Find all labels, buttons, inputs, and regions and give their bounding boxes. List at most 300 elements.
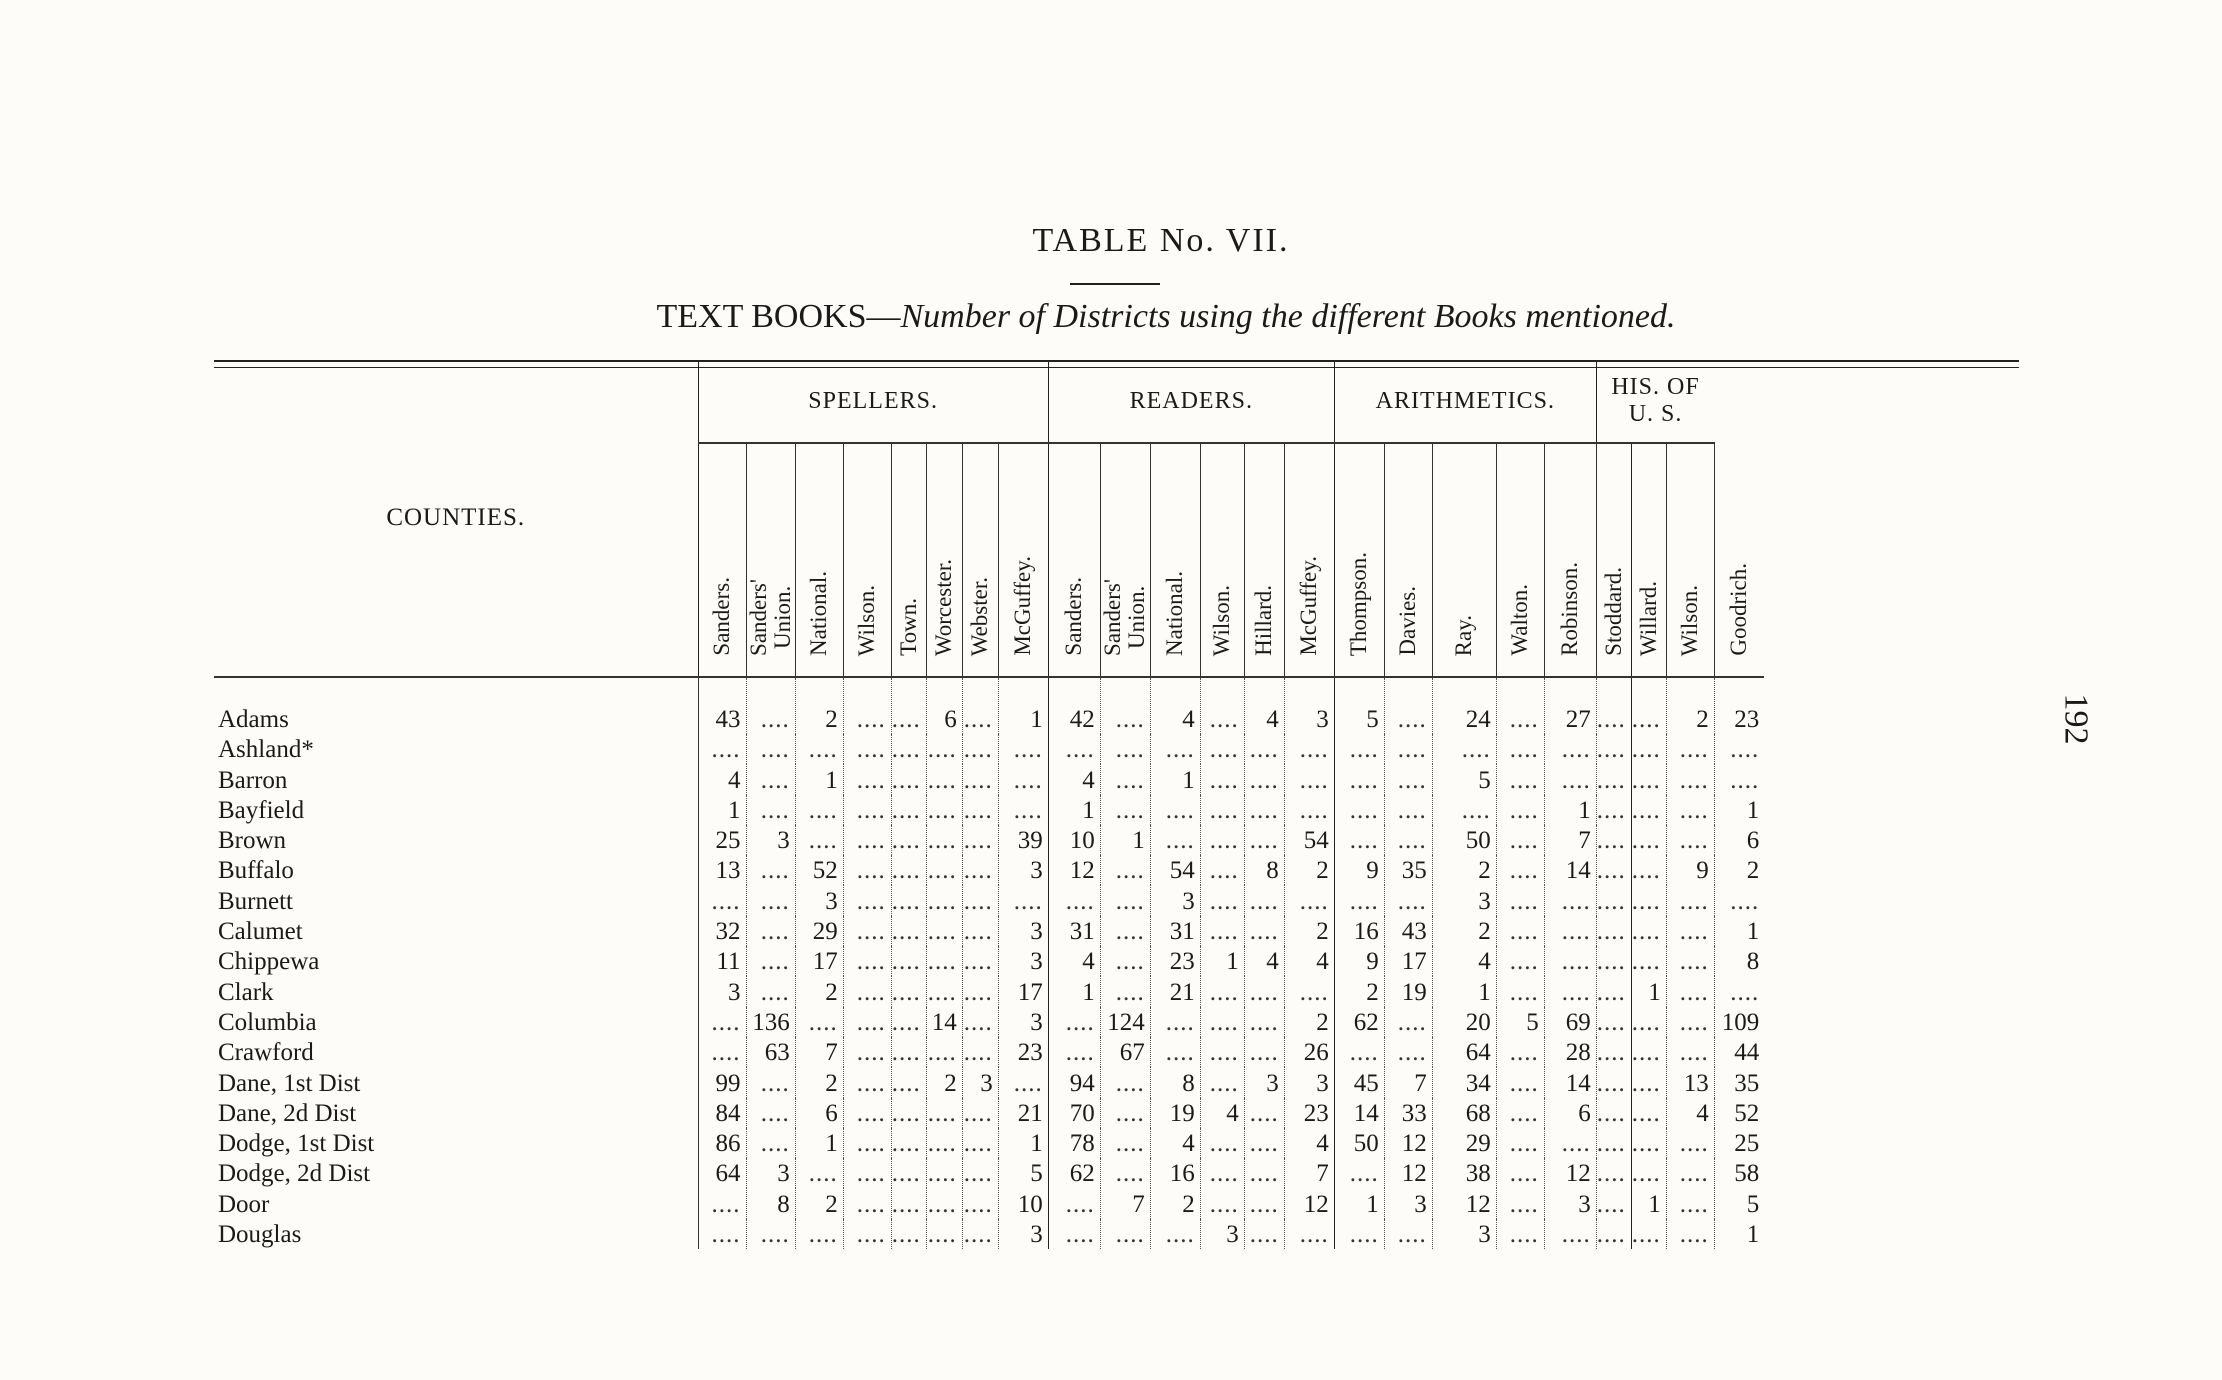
value-cell <box>1714 976 1764 1006</box>
value-cell <box>998 795 1048 825</box>
dot-leader: .... <box>963 827 993 855</box>
value-cell <box>998 1067 1048 1097</box>
value-cell <box>1596 855 1631 885</box>
value-cell <box>1631 1007 1666 1037</box>
value-cell <box>746 734 795 764</box>
column-header <box>1384 443 1432 677</box>
value-cell <box>962 825 998 855</box>
value-cell <box>1596 795 1631 825</box>
value-cell <box>1100 1158 1150 1188</box>
dot-leader: .... <box>808 827 838 855</box>
dot-leader: .... <box>1209 736 1239 764</box>
value-cell: 17 <box>1384 946 1432 976</box>
value-cell <box>1666 795 1714 825</box>
dot-leader: .... <box>927 1190 957 1218</box>
value-cell <box>1244 916 1284 946</box>
dot-leader: .... <box>1596 1190 1626 1218</box>
table-row <box>214 1098 1764 1128</box>
table-subtitle <box>0 298 2222 336</box>
dot-leader: .... <box>963 1190 993 1218</box>
value-cell <box>843 1098 891 1128</box>
value-cell <box>1100 764 1150 794</box>
group-header: HIS. OF U. S. <box>1596 360 1714 443</box>
value-cell <box>1200 795 1244 825</box>
value-cell: 1 <box>998 677 1048 734</box>
value-cell: 35 <box>1714 1067 1764 1097</box>
value-cell: 1 <box>1714 795 1764 825</box>
dot-leader: .... <box>1509 1221 1539 1249</box>
value-cell <box>1666 1219 1714 1249</box>
value-cell <box>1666 885 1714 915</box>
dot-leader: .... <box>891 827 921 855</box>
dot-leader: .... <box>1509 1069 1539 1097</box>
dot-leader: .... <box>1209 827 1239 855</box>
dot-leader: .... <box>927 736 957 764</box>
value-cell: 3 <box>1284 1067 1334 1097</box>
value-cell: 3 <box>998 1219 1048 1249</box>
value-cell: 26 <box>1284 1037 1334 1067</box>
dot-leader: .... <box>856 1039 886 1067</box>
dot-leader: .... <box>1165 736 1195 764</box>
value-cell <box>1384 885 1432 915</box>
value-cell <box>698 1007 746 1037</box>
dot-leader: .... <box>1249 1130 1279 1158</box>
dot-leader: .... <box>1249 918 1279 946</box>
dot-leader: .... <box>1561 736 1591 764</box>
value-cell: 62 <box>1048 1158 1100 1188</box>
value-cell: 3 <box>698 976 746 1006</box>
value-cell <box>1048 734 1100 764</box>
dot-leader: .... <box>808 1221 838 1249</box>
dot-leader: .... <box>891 1160 921 1188</box>
value-cell <box>1714 885 1764 915</box>
value-cell <box>1200 855 1244 885</box>
value-cell <box>891 795 926 825</box>
value-cell: 50 <box>1334 1128 1384 1158</box>
value-cell: 27 <box>1544 677 1596 734</box>
value-cell <box>1631 946 1666 976</box>
table-row <box>214 1037 1764 1067</box>
value-cell <box>1631 734 1666 764</box>
column-header <box>1048 443 1100 677</box>
value-cell: 78 <box>1048 1128 1100 1158</box>
dot-leader: .... <box>1509 736 1539 764</box>
value-cell <box>1496 1067 1544 1097</box>
value-cell <box>746 1128 795 1158</box>
value-cell <box>698 1037 746 1067</box>
column-header <box>1631 443 1666 677</box>
value-cell <box>1150 795 1200 825</box>
value-cell: 1 <box>1631 1188 1666 1218</box>
dot-leader: .... <box>856 1008 886 1036</box>
value-cell <box>1544 1219 1596 1249</box>
dot-leader: .... <box>1013 766 1043 794</box>
column-header <box>998 443 1048 677</box>
column-header-label: National. <box>806 571 832 656</box>
dot-leader: .... <box>1165 827 1195 855</box>
value-cell: 1 <box>1048 976 1100 1006</box>
value-cell <box>1544 1128 1596 1158</box>
dot-leader: .... <box>1209 766 1239 794</box>
value-cell <box>1244 1037 1284 1067</box>
dot-leader: .... <box>1509 766 1539 794</box>
value-cell: 3 <box>998 1007 1048 1037</box>
value-cell <box>1200 1067 1244 1097</box>
dot-leader: .... <box>1299 887 1329 915</box>
value-cell <box>1596 1219 1631 1249</box>
dot-leader: .... <box>760 948 790 976</box>
dot-leader: .... <box>1115 978 1145 1006</box>
dot-leader: .... <box>927 827 957 855</box>
value-cell <box>1244 1219 1284 1249</box>
dot-leader: .... <box>1679 1190 1709 1218</box>
dot-leader: .... <box>1509 1190 1539 1218</box>
dot-leader: .... <box>1509 918 1539 946</box>
value-cell: 1 <box>1714 916 1764 946</box>
value-cell <box>698 885 746 915</box>
dot-leader: .... <box>891 1190 921 1218</box>
value-cell <box>843 764 891 794</box>
value-cell: 1 <box>1544 795 1596 825</box>
dot-leader: .... <box>760 887 790 915</box>
dot-leader: .... <box>1561 1130 1591 1158</box>
dot-leader: .... <box>1631 1130 1661 1158</box>
table-body <box>214 677 1764 1249</box>
value-cell <box>1334 1219 1384 1249</box>
dot-leader: .... <box>1209 1008 1239 1036</box>
value-cell <box>1496 734 1544 764</box>
value-cell <box>1244 976 1284 1006</box>
value-cell <box>746 764 795 794</box>
column-header-label: Thompson. <box>1346 551 1372 656</box>
dot-leader: .... <box>1596 706 1626 733</box>
value-cell: 69 <box>1544 1007 1596 1037</box>
value-cell <box>1150 1219 1200 1249</box>
value-cell: 14 <box>1544 855 1596 885</box>
value-cell <box>795 734 843 764</box>
value-cell <box>1100 795 1150 825</box>
value-cell <box>746 677 795 734</box>
value-cell <box>1150 825 1200 855</box>
value-cell: 1 <box>1100 825 1150 855</box>
value-cell: 38 <box>1432 1158 1496 1188</box>
dot-leader: .... <box>1679 1130 1709 1158</box>
value-cell: 2 <box>1284 916 1334 946</box>
value-cell: 3 <box>1284 677 1334 734</box>
value-cell: 25 <box>1714 1128 1764 1158</box>
value-cell: 1 <box>1631 976 1666 1006</box>
dot-leader: .... <box>711 1190 741 1218</box>
value-cell <box>1496 976 1544 1006</box>
value-cell <box>962 1188 998 1218</box>
value-cell <box>1384 677 1432 734</box>
value-cell: 29 <box>1432 1128 1496 1158</box>
value-cell <box>962 1219 998 1249</box>
value-cell <box>1244 1098 1284 1128</box>
value-cell <box>843 1007 891 1037</box>
value-cell <box>843 976 891 1006</box>
value-cell <box>1714 734 1764 764</box>
value-cell <box>891 885 926 915</box>
value-cell: 3 <box>1432 1219 1496 1249</box>
dot-leader: .... <box>856 706 886 733</box>
value-cell <box>795 1219 843 1249</box>
dot-leader: .... <box>1596 736 1626 764</box>
value-cell <box>1432 734 1496 764</box>
value-cell: 4 <box>1666 1098 1714 1128</box>
value-cell: 58 <box>1714 1158 1764 1188</box>
value-cell <box>1284 1219 1334 1249</box>
dot-leader: .... <box>1730 978 1760 1006</box>
value-cell <box>926 1128 962 1158</box>
dot-leader: .... <box>1730 736 1760 764</box>
value-cell <box>1666 1188 1714 1218</box>
value-cell: 1 <box>1200 946 1244 976</box>
value-cell: 28 <box>1544 1037 1596 1067</box>
value-cell: 13 <box>698 855 746 885</box>
column-header <box>746 443 795 677</box>
value-cell <box>1631 1067 1666 1097</box>
table-row <box>214 976 1764 1006</box>
value-cell: 3 <box>998 855 1048 885</box>
column-header <box>962 443 998 677</box>
value-cell: 2 <box>926 1067 962 1097</box>
value-cell <box>1496 677 1544 734</box>
county-cell: Dodge, 1st Dist <box>214 1128 698 1158</box>
column-header-label: Sanders' Union. <box>1100 579 1150 656</box>
dot-leader: .... <box>1397 827 1427 855</box>
value-cell <box>1496 885 1544 915</box>
dot-leader: .... <box>1596 918 1626 946</box>
value-cell <box>962 855 998 885</box>
value-cell <box>1100 976 1150 1006</box>
value-cell <box>843 1067 891 1097</box>
value-cell: 2 <box>795 677 843 734</box>
value-cell <box>1100 1067 1150 1097</box>
value-cell: 5 <box>1714 1188 1764 1218</box>
dot-leader: .... <box>1397 736 1427 764</box>
value-cell <box>1150 1037 1200 1067</box>
value-cell <box>843 1219 891 1249</box>
dot-leader: .... <box>1249 1008 1279 1036</box>
value-cell <box>1244 734 1284 764</box>
dot-leader: .... <box>1596 827 1626 855</box>
dot-leader: .... <box>1631 1008 1661 1036</box>
value-cell <box>1631 916 1666 946</box>
value-cell <box>891 1067 926 1097</box>
dot-leader: .... <box>711 887 741 915</box>
dot-leader: .... <box>891 918 921 946</box>
value-cell <box>891 825 926 855</box>
dot-leader: .... <box>760 857 790 885</box>
dot-leader: .... <box>1561 766 1591 794</box>
value-cell <box>1596 1098 1631 1128</box>
dot-leader: .... <box>1209 706 1239 733</box>
value-cell: 8 <box>1714 946 1764 976</box>
value-cell <box>1048 1188 1100 1218</box>
dot-leader: .... <box>1209 1069 1239 1097</box>
value-cell: 1 <box>1150 764 1200 794</box>
dot-leader: .... <box>963 978 993 1006</box>
dot-leader: .... <box>1249 766 1279 794</box>
dot-leader: .... <box>856 857 886 885</box>
dot-leader: .... <box>1209 1130 1239 1158</box>
dot-leader: .... <box>1209 857 1239 885</box>
value-cell: 1 <box>1714 1219 1764 1249</box>
value-cell <box>891 855 926 885</box>
column-header <box>1150 443 1200 677</box>
value-cell: 23 <box>998 1037 1048 1067</box>
value-cell: 2 <box>1432 855 1496 885</box>
value-cell <box>891 734 926 764</box>
value-cell <box>1496 1219 1544 1249</box>
dot-leader: .... <box>1349 1160 1379 1188</box>
dot-leader: .... <box>1596 1069 1626 1097</box>
value-cell <box>962 764 998 794</box>
dot-leader: .... <box>1249 1099 1279 1127</box>
value-cell: 16 <box>1150 1158 1200 1188</box>
value-cell: 2 <box>1666 677 1714 734</box>
value-cell <box>926 1037 962 1067</box>
value-cell <box>1384 764 1432 794</box>
value-cell <box>1200 976 1244 1006</box>
dot-leader: .... <box>711 736 741 764</box>
value-cell <box>1666 916 1714 946</box>
dot-leader: .... <box>927 887 957 915</box>
county-cell: Buffalo <box>214 855 698 885</box>
value-cell <box>1284 976 1334 1006</box>
dot-leader: .... <box>963 948 993 976</box>
dot-leader: .... <box>856 827 886 855</box>
value-cell: 2 <box>1150 1188 1200 1218</box>
value-cell <box>1200 1188 1244 1218</box>
value-cell <box>1100 1098 1150 1128</box>
dot-leader: .... <box>963 857 993 885</box>
value-cell: 7 <box>795 1037 843 1067</box>
dot-leader: .... <box>1679 948 1709 976</box>
value-cell <box>1631 1037 1666 1067</box>
dot-leader: .... <box>1299 796 1329 824</box>
dot-leader: .... <box>1115 1069 1145 1097</box>
value-cell <box>962 677 998 734</box>
value-cell: 16 <box>1334 916 1384 946</box>
dot-leader: .... <box>856 1069 886 1097</box>
county-cell: Burnett <box>214 885 698 915</box>
value-cell: 43 <box>698 677 746 734</box>
value-cell: 23 <box>1714 677 1764 734</box>
dot-leader: .... <box>963 1221 993 1249</box>
value-cell: 2 <box>795 976 843 1006</box>
value-cell: 12 <box>1284 1188 1334 1218</box>
dot-leader: .... <box>1461 796 1491 824</box>
dot-leader: .... <box>856 1221 886 1249</box>
column-header-label: Sanders' Union. <box>745 579 795 656</box>
value-cell: 3 <box>998 946 1048 976</box>
value-cell: 4 <box>1150 677 1200 734</box>
value-cell <box>1596 1188 1631 1218</box>
value-cell <box>1244 825 1284 855</box>
dot-leader: .... <box>1596 796 1626 824</box>
column-header-label: Sanders. <box>1061 577 1087 656</box>
value-cell <box>891 946 926 976</box>
value-cell: 31 <box>1150 916 1200 946</box>
dot-leader: .... <box>963 1099 993 1127</box>
subtitle-italic: Number of Districts using the different Books mentioned. <box>900 298 1676 335</box>
value-cell <box>1384 1219 1432 1249</box>
value-cell <box>1666 1037 1714 1067</box>
page-number: 192 <box>2057 693 2095 745</box>
county-cell: Brown <box>214 825 698 855</box>
table-row <box>214 1128 1764 1158</box>
dot-leader: .... <box>1065 1039 1095 1067</box>
dot-leader: .... <box>1631 948 1661 976</box>
value-cell <box>891 1188 926 1218</box>
dot-leader: .... <box>891 1221 921 1249</box>
value-cell <box>1496 825 1544 855</box>
dot-leader: .... <box>1596 948 1626 976</box>
dot-leader: .... <box>927 857 957 885</box>
value-cell: 109 <box>1714 1007 1764 1037</box>
dot-leader: .... <box>963 918 993 946</box>
value-cell: 64 <box>698 1158 746 1188</box>
dot-leader: .... <box>1631 1221 1661 1249</box>
value-cell: 3 <box>1432 885 1496 915</box>
value-cell <box>1284 795 1334 825</box>
dot-leader: .... <box>963 706 993 733</box>
column-header <box>1496 443 1544 677</box>
column-header <box>843 443 891 677</box>
value-cell: 1 <box>1048 795 1100 825</box>
table-row <box>214 1067 1764 1097</box>
value-cell <box>843 1037 891 1067</box>
textbooks-table <box>214 360 1764 1249</box>
county-cell: Dane, 2d Dist <box>214 1098 698 1128</box>
value-cell <box>1200 825 1244 855</box>
dot-leader: .... <box>808 1008 838 1036</box>
dot-leader: .... <box>927 978 957 1006</box>
value-cell <box>962 1037 998 1067</box>
dot-leader: .... <box>760 766 790 794</box>
value-cell: 124 <box>1100 1007 1150 1037</box>
column-header-label: Willard. <box>1635 580 1661 656</box>
dot-leader: .... <box>1596 1160 1626 1188</box>
value-cell <box>1496 795 1544 825</box>
value-cell <box>962 976 998 1006</box>
value-cell <box>843 825 891 855</box>
county-cell: Ashland* <box>214 734 698 764</box>
column-header-label: Hillard. <box>1251 585 1277 656</box>
value-cell <box>1048 1007 1100 1037</box>
dot-leader: .... <box>1679 827 1709 855</box>
dot-leader: .... <box>963 1008 993 1036</box>
value-cell <box>1544 946 1596 976</box>
dot-leader: .... <box>1209 887 1239 915</box>
value-cell: 3 <box>1244 1067 1284 1097</box>
value-cell: 29 <box>795 916 843 946</box>
value-cell <box>1596 976 1631 1006</box>
dot-leader: .... <box>1299 1221 1329 1249</box>
dot-leader: .... <box>1249 887 1279 915</box>
value-cell: 5 <box>1432 764 1496 794</box>
value-cell: 5 <box>998 1158 1048 1188</box>
value-cell: 54 <box>1284 825 1334 855</box>
value-cell: 1 <box>998 1128 1048 1158</box>
dot-leader: .... <box>963 1130 993 1158</box>
table-row <box>214 734 1764 764</box>
dot-leader: .... <box>927 918 957 946</box>
value-cell <box>1244 1158 1284 1188</box>
value-cell <box>843 855 891 885</box>
